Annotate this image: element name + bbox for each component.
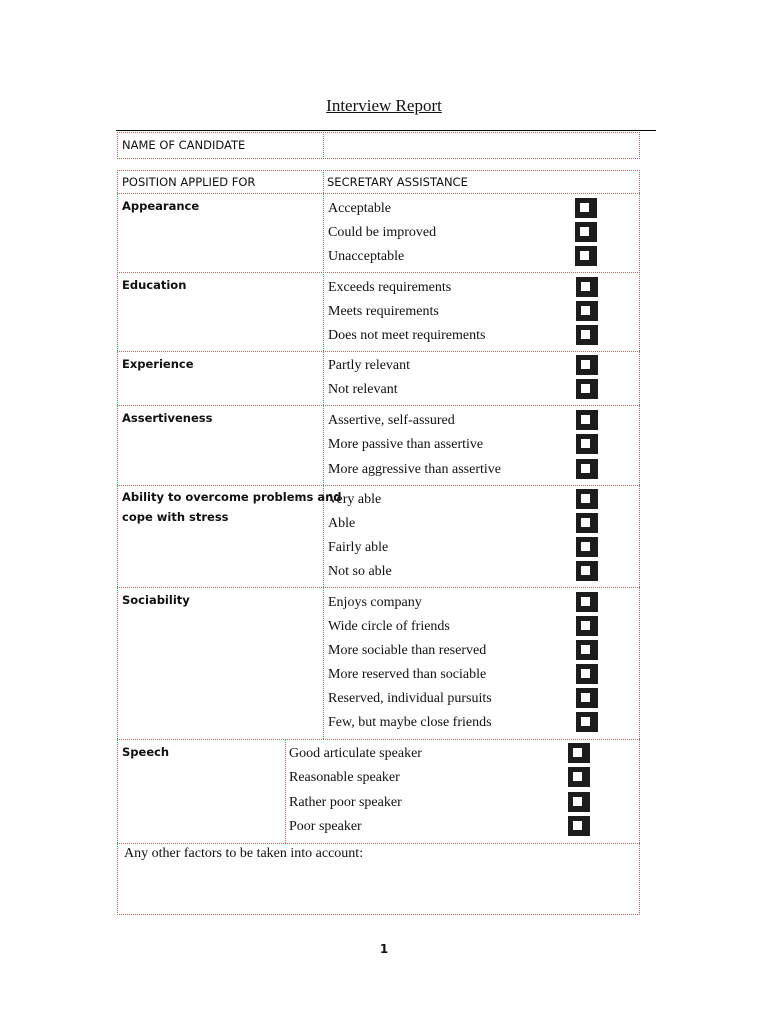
candidate-divider xyxy=(323,132,324,159)
position-value: SECRETARY ASSISTANCE xyxy=(327,175,468,189)
row-divider xyxy=(117,193,640,194)
checkbox-unacceptable[interactable] xyxy=(575,246,597,266)
checkbox-could-be-improved[interactable] xyxy=(575,222,597,242)
candidate-label: NAME OF CANDIDATE xyxy=(122,138,246,152)
section-label-experience: Experience xyxy=(122,357,194,371)
section-label-ability-line2: cope with stress xyxy=(122,510,229,524)
option-meets-requirements: Meets requirements xyxy=(328,304,439,319)
other-factors-label: Any other factors to be taken into account: xyxy=(124,846,364,861)
option-very-able: Very able xyxy=(328,492,382,507)
option-exceeds-requirements: Exceeds requirements xyxy=(328,280,452,295)
checkbox-meets-requirements[interactable] xyxy=(576,301,598,321)
section-label-appearance: Appearance xyxy=(122,199,200,213)
title-rule xyxy=(116,130,656,131)
option-reasonable-speaker: Reasonable speaker xyxy=(289,770,400,785)
checkbox-more-sociable[interactable] xyxy=(576,640,598,660)
checkbox-more-aggressive[interactable] xyxy=(576,459,598,479)
section-label-speech: Speech xyxy=(122,745,170,759)
row-divider xyxy=(117,405,640,406)
checkbox-not-relevant[interactable] xyxy=(576,379,598,399)
checkbox-enjoys-company[interactable] xyxy=(576,592,598,612)
option-few-close-friends: Few, but maybe close friends xyxy=(328,715,492,730)
checkbox-exceeds-requirements[interactable] xyxy=(576,277,598,297)
option-reserved-individual: Reserved, individual pursuits xyxy=(328,691,492,706)
checkbox-acceptable[interactable] xyxy=(575,198,597,218)
checkbox-more-passive[interactable] xyxy=(576,434,598,454)
option-does-not-meet-requirements: Does not meet requirements xyxy=(328,328,486,343)
option-unacceptable: Unacceptable xyxy=(328,249,405,264)
checkbox-does-not-meet-requirements[interactable] xyxy=(576,325,598,345)
column-divider xyxy=(323,170,324,739)
checkbox-reasonable-speaker[interactable] xyxy=(568,767,590,787)
checkbox-not-so-able[interactable] xyxy=(576,561,598,581)
option-able: Able xyxy=(328,516,356,531)
option-assertive-self-assured: Assertive, self-assured xyxy=(328,413,455,428)
section-label-ability-line1: Ability to overcome problems and xyxy=(122,490,342,504)
section-label-sociability: Sociability xyxy=(122,593,190,607)
checkbox-partly-relevant[interactable] xyxy=(576,355,598,375)
checkbox-wide-circle[interactable] xyxy=(576,616,598,636)
row-divider xyxy=(117,739,640,740)
option-acceptable: Acceptable xyxy=(328,201,391,216)
checkbox-able[interactable] xyxy=(576,513,598,533)
option-could-be-improved: Could be improved xyxy=(328,225,437,240)
checkbox-reserved-individual[interactable] xyxy=(576,688,598,708)
option-more-aggressive: More aggressive than assertive xyxy=(328,462,501,477)
option-more-passive: More passive than assertive xyxy=(328,437,484,452)
checkbox-very-able[interactable] xyxy=(576,489,598,509)
other-factors-field[interactable] xyxy=(120,866,637,912)
checkbox-rather-poor-speaker[interactable] xyxy=(568,792,590,812)
page-title: Interview Report xyxy=(326,96,442,115)
section-label-education: Education xyxy=(122,278,187,292)
row-divider xyxy=(117,351,640,352)
checkbox-more-reserved[interactable] xyxy=(576,664,598,684)
row-divider xyxy=(117,587,640,588)
column-divider-speech xyxy=(285,739,286,843)
option-not-relevant: Not relevant xyxy=(328,382,398,397)
option-poor-speaker: Poor speaker xyxy=(289,819,362,834)
checkbox-fairly-able[interactable] xyxy=(576,537,598,557)
page-number: 1 xyxy=(379,942,389,956)
row-divider xyxy=(117,272,640,273)
option-rather-poor-speaker: Rather poor speaker xyxy=(289,795,402,810)
section-label-assertiveness: Assertiveness xyxy=(122,411,213,425)
row-divider xyxy=(117,843,640,844)
option-wide-circle: Wide circle of friends xyxy=(328,619,450,634)
checkbox-assertive-self-assured[interactable] xyxy=(576,410,598,430)
option-more-reserved: More reserved than sociable xyxy=(328,667,487,682)
option-more-sociable: More sociable than reserved xyxy=(328,643,487,658)
option-enjoys-company: Enjoys company xyxy=(328,595,422,610)
row-divider xyxy=(117,485,640,486)
option-fairly-able: Fairly able xyxy=(328,540,389,555)
checkbox-good-articulate[interactable] xyxy=(568,743,590,763)
checkbox-few-close-friends[interactable] xyxy=(576,712,598,732)
checkbox-poor-speaker[interactable] xyxy=(568,816,590,836)
option-partly-relevant: Partly relevant xyxy=(328,358,411,373)
position-label: POSITION APPLIED FOR xyxy=(122,175,256,189)
option-good-articulate: Good articulate speaker xyxy=(289,746,422,761)
option-not-so-able: Not so able xyxy=(328,564,392,579)
